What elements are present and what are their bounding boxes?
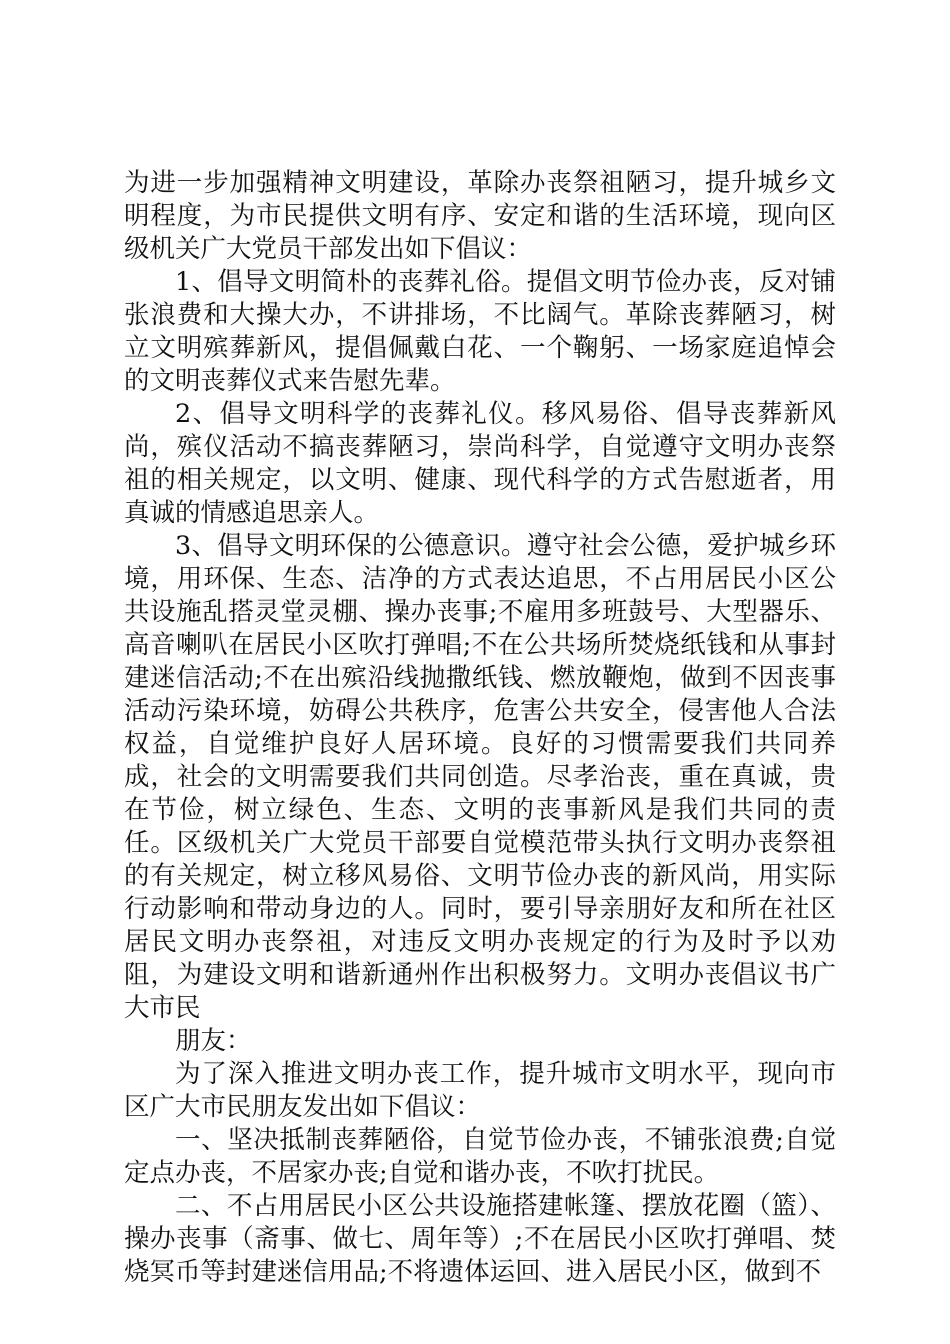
second-intro-paragraph: 为了深入推进文明办丧工作，提升城市文明水平，现向市区广大市民朋友发出如下倡议：	[124, 1059, 836, 1122]
document-body	[124, 167, 836, 1289]
intro-paragraph: 为进一步加强精神文明建设，革除办丧祭祖陋习，提升城乡文明程度，为市民提供文明有序、安定和谐的生活环境，现向区级机关广大党员干部发出如下倡议：	[124, 168, 836, 264]
proposal-paragraph-2: 2、倡导文明科学的丧葬礼仪。移风易俗、倡导丧葬新风尚，殡仪活动不搞丧葬陋习，崇尚科学，自觉遵守文明办丧祭祖的相关规定，以文明、健康、现代科学的方式告慰逝者，用真诚的情感追思亲人。	[124, 399, 836, 528]
proposal-paragraph-3: 3、倡导文明环保的公德意识。遵守社会公德，爱护城乡环境，用环保、生态、洁净的方式表达追思，不占用居民小区公共设施乱搭灵堂灵棚、操办丧事;不雇用多班鼓号、大型器乐、高音喇叭在居民小区吹打弹唱;不在公共场所焚烧纸钱和从事封建迷信活动;不在出殡沿线抛撒纸钱、燃放鞭炮，做到不因丧事活动污染环境，妨碍公共秩序，危害公共安全，侵害他人合法权益，自觉维护良好人居环境。良好的习惯需要我们共同养成，社会的文明需要我们共同创造。尽孝治丧，重在真诚，贵在节俭，树立绿色、生态、文明的丧事新风是我们共同的责任。区级机关广大党员干部要自觉模范带头执行文明办丧祭祖的有关规定，树立移风易俗、文明节俭办丧的新风尚，用实际行动影响和带动身边的人。同时，要引导亲朋好友和所在社区居民文明办丧祭祖，对违反文明办丧规定的行为及时予以劝阻，为建设文明和谐新通州作出积极努力。文明办丧倡议书广大市民	[124, 531, 836, 1023]
salutation-line: 朋友：	[175, 1026, 252, 1056]
proposal-item-2: 二、不占用居民小区公共设施搭建帐篷、摆放花圈（篮）、操办丧事（斋事、做七、周年等）;不在居民小区吹打弹唱、焚烧冥币等封建迷信用品;不将遗体运回、进入居民小区，做到不	[124, 1191, 836, 1287]
proposal-paragraph-1: 1、倡导文明简朴的丧葬礼俗。提倡文明节俭办丧，反对铺张浪费和大操大办，不讲排场，不比阔气。革除丧葬陋习，树立文明殡葬新风，提倡佩戴白花、一个鞠躬、一场家庭追悼会的文明丧葬仪式来告慰先辈。	[124, 267, 836, 396]
proposal-item-1: 一、坚决抵制丧葬陋俗，自觉节俭办丧，不铺张浪费;自觉定点办丧，不居家办丧;自觉和谐办丧，不吹打扰民。	[124, 1125, 836, 1188]
